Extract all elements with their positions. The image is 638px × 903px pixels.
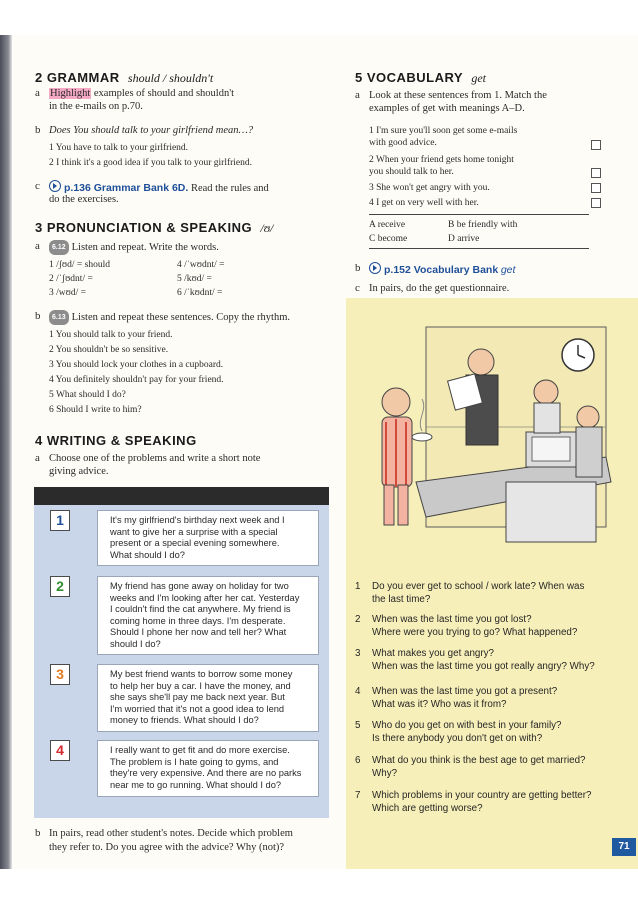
note-line: present or a special evening somewhere. (110, 538, 280, 548)
meaning-option: C become (369, 234, 408, 244)
question-number: 6 (355, 755, 361, 766)
pronunciation-b-text: Listen and repeat these sentences. Copy the rhythm. (71, 312, 291, 323)
note-line: Should I phone her now and tell her? What (110, 627, 287, 637)
grammar-c-rest: Read the rules and (188, 183, 269, 194)
grammar-title: 2 GRAMMAR (35, 70, 120, 85)
note-line: My friend has gone away on holiday for two (110, 581, 289, 591)
exercise-letter: c (35, 180, 40, 192)
phonetic-word: 5 /kʊd/ = (177, 274, 212, 284)
note-number: 3 (50, 664, 70, 685)
question-line: When was the last time you got lost? (372, 614, 532, 625)
rhythm-sentence: 4 You definitely shouldn't pay for your friend. (49, 375, 224, 385)
question-line: What do you think is the best age to get married? (372, 755, 586, 766)
note-line: money to friends. What should I do? (110, 715, 259, 725)
get-example: 2 When your friend gets home tonight (369, 155, 514, 165)
vocabulary-subtitle: get (471, 71, 486, 85)
arrow-circle-icon (369, 262, 381, 274)
note-number: 2 (50, 576, 70, 597)
note-line: I couldn't find the cat anywhere. My friend is (110, 604, 291, 614)
note-line: What should I do? (110, 549, 185, 560)
pronunciation-a-text: Listen and repeat. Write the words. (71, 242, 219, 253)
notes-header-strip (34, 487, 329, 505)
question-line: What was it? Who was it from? (372, 699, 507, 710)
question-number: 4 (355, 686, 361, 697)
note-line: My best friend wants to borrow some money (110, 669, 293, 679)
exercise-letter: a (35, 87, 40, 99)
get-example: 4 I get on very well with her. (369, 198, 479, 208)
grammar-a-line1 (49, 87, 234, 100)
question-line: What makes you get angry? (372, 648, 494, 659)
question-line: Who do you get on with best in your family? (372, 720, 562, 731)
phonetic-word: 6 /ˈkʊdnt/ = (177, 288, 223, 298)
exercise-letter: b (35, 124, 41, 136)
problem-note (97, 510, 319, 566)
question-line: Which problems in your country are getting better? (372, 790, 592, 801)
exercise-letter: b (35, 310, 41, 322)
grammar-c-line2: do the exercises. (49, 194, 119, 205)
grammar-b-text: Does You should talk to your girlfriend mean…? (49, 125, 254, 136)
rhythm-sentence: 6 Should I write to him? (49, 405, 142, 415)
rhythm-sentence: 5 What should I do? (49, 390, 126, 400)
writing-heading: 4 WRITING & SPEAKING (35, 433, 197, 448)
pronunciation-heading (35, 220, 273, 236)
note-number: 4 (50, 740, 70, 761)
pronunciation-b-line (49, 310, 290, 325)
vocabulary-heading (355, 70, 486, 86)
writing-a-line2: giving advice. (49, 466, 109, 477)
question-line: Do you ever get to school / work late? When was (372, 581, 585, 592)
note-line: I'm worried that it's not a good idea to lend (110, 703, 285, 714)
answer-checkbox[interactable] (591, 168, 601, 178)
note-line: coming home in three days. I'm desperate. (110, 615, 286, 626)
phonetic-word: 3 /wʊd/ = (49, 288, 86, 298)
note-line: they're very expensive. And there are no parks (110, 768, 302, 778)
writing-a-line1: Choose one of the problems and write a short note (49, 453, 261, 464)
answer-checkbox[interactable] (591, 198, 601, 208)
vocabulary-b-line (369, 262, 515, 277)
note-line: near me to go running. What should I do? (110, 779, 282, 790)
grammar-a-rest: examples of should and shouldn't (91, 88, 235, 99)
vocabulary-title: 5 VOCABULARY (355, 70, 464, 85)
question-line: the last time? (372, 594, 431, 605)
problem-note (97, 740, 319, 797)
phoneme-symbol: /ʊ/ (260, 221, 274, 235)
vocabulary-bank-link[interactable]: p.152 Vocabulary Bank (384, 264, 499, 276)
question-line: Which are getting worse? (372, 803, 483, 814)
question-line: Where were you trying to go? What happened? (372, 627, 578, 638)
vocabulary-a-line2: examples of get with meanings A–D. (369, 103, 525, 114)
grammar-bank-link[interactable]: p.136 Grammar Bank 6D. (64, 182, 189, 194)
phonetic-word: 4 /ˈwʊdnt/ = (177, 260, 225, 270)
get-example: with good advice. (369, 138, 437, 148)
exercise-letter: a (355, 89, 360, 101)
question-line: When was the last time you got a present? (372, 686, 558, 697)
exercise-letter: a (35, 240, 40, 252)
problem-note (97, 664, 319, 732)
vocabulary-bank-word: get (500, 264, 516, 276)
meaning-option: B be friendly with (448, 220, 518, 230)
get-example: 1 I'm sure you'll soon get some e-mails (369, 126, 518, 136)
writing-b-line1: In pairs, read other student's notes. Decide which problem (49, 828, 293, 839)
question-number: 5 (355, 720, 361, 731)
note-line: want to give her a surprise with a special (110, 526, 278, 537)
audio-track-badge[interactable]: 6.13 (49, 310, 69, 325)
highlight-word: Highlight (50, 88, 91, 99)
answer-checkbox[interactable] (591, 140, 601, 150)
note-number: 1 (50, 510, 70, 531)
vocabulary-a-line1: Look at these sentences from 1. Match the (369, 90, 547, 101)
meanings-rule-top (369, 214, 589, 215)
question-line: When was the last time you got really angry? Why? (372, 661, 595, 672)
arrow-circle-icon (49, 180, 61, 192)
pronunciation-a-line (49, 240, 219, 255)
rhythm-sentence: 1 You should talk to your friend. (49, 330, 173, 340)
get-example: you should talk to her. (369, 167, 454, 177)
grammar-option: 1 You have to talk to your girlfriend. (49, 143, 189, 153)
get-example: 3 She won't get angry with you. (369, 183, 490, 193)
question-line: Is there anybody you don't get on with? (372, 733, 543, 744)
writing-b-line2: they refer to. Do you agree with the advice? Why (not)? (49, 842, 285, 853)
exercise-letter: a (35, 452, 40, 464)
cartoon-illustration (356, 307, 618, 569)
exercise-letter: b (355, 262, 361, 274)
grammar-a-line2: in the e-mails on p.70. (49, 101, 143, 112)
question-number: 7 (355, 790, 361, 801)
exercise-letter: b (35, 827, 41, 839)
phonetic-word: 2 /ˈʃʊdnt/ = (49, 274, 93, 284)
rhythm-sentence: 2 You shouldn't be so sensitive. (49, 345, 169, 355)
answer-checkbox[interactable] (591, 183, 601, 193)
grammar-subtitle: should / shouldn't (127, 71, 214, 85)
rhythm-sentence: 3 You should lock your clothes in a cupboard. (49, 360, 224, 370)
note-line: It's my girlfriend's birthday next week and I (110, 515, 285, 525)
note-line: should I do? (110, 638, 161, 649)
meaning-option: A receive (369, 220, 406, 230)
question-number: 2 (355, 614, 361, 625)
phonetic-word: 1 /ʃʊd/ = should (49, 260, 110, 270)
note-line: The problem is I hate going to gyms, and (110, 756, 279, 767)
note-line: weeks and I'm looking after her cat. Yesterday (110, 592, 300, 603)
meanings-rule-bottom (369, 248, 589, 249)
note-line: she says she'll pay me back next year. But (110, 692, 285, 702)
question-line: Why? (372, 768, 398, 779)
vocabulary-c-text: In pairs, do the get questionnaire. (369, 283, 510, 294)
question-number: 3 (355, 648, 361, 659)
problem-note (97, 576, 319, 655)
question-number: 1 (355, 581, 361, 592)
meaning-option: D arrive (448, 234, 480, 244)
exercise-letter: c (355, 282, 360, 294)
grammar-option: 2 I think it's a good idea if you talk to your girlfriend. (49, 158, 253, 168)
audio-track-badge[interactable]: 6.12 (49, 240, 69, 255)
grammar-heading (35, 70, 213, 86)
note-line: to help her buy a car. I have the money, and (110, 680, 291, 691)
pronunciation-title: 3 PRONUNCIATION & SPEAKING (35, 220, 253, 235)
page-number: 71 (612, 838, 636, 856)
binding-shadow (0, 35, 12, 869)
note-line: I really want to get fit and do more exercise. (110, 745, 290, 755)
